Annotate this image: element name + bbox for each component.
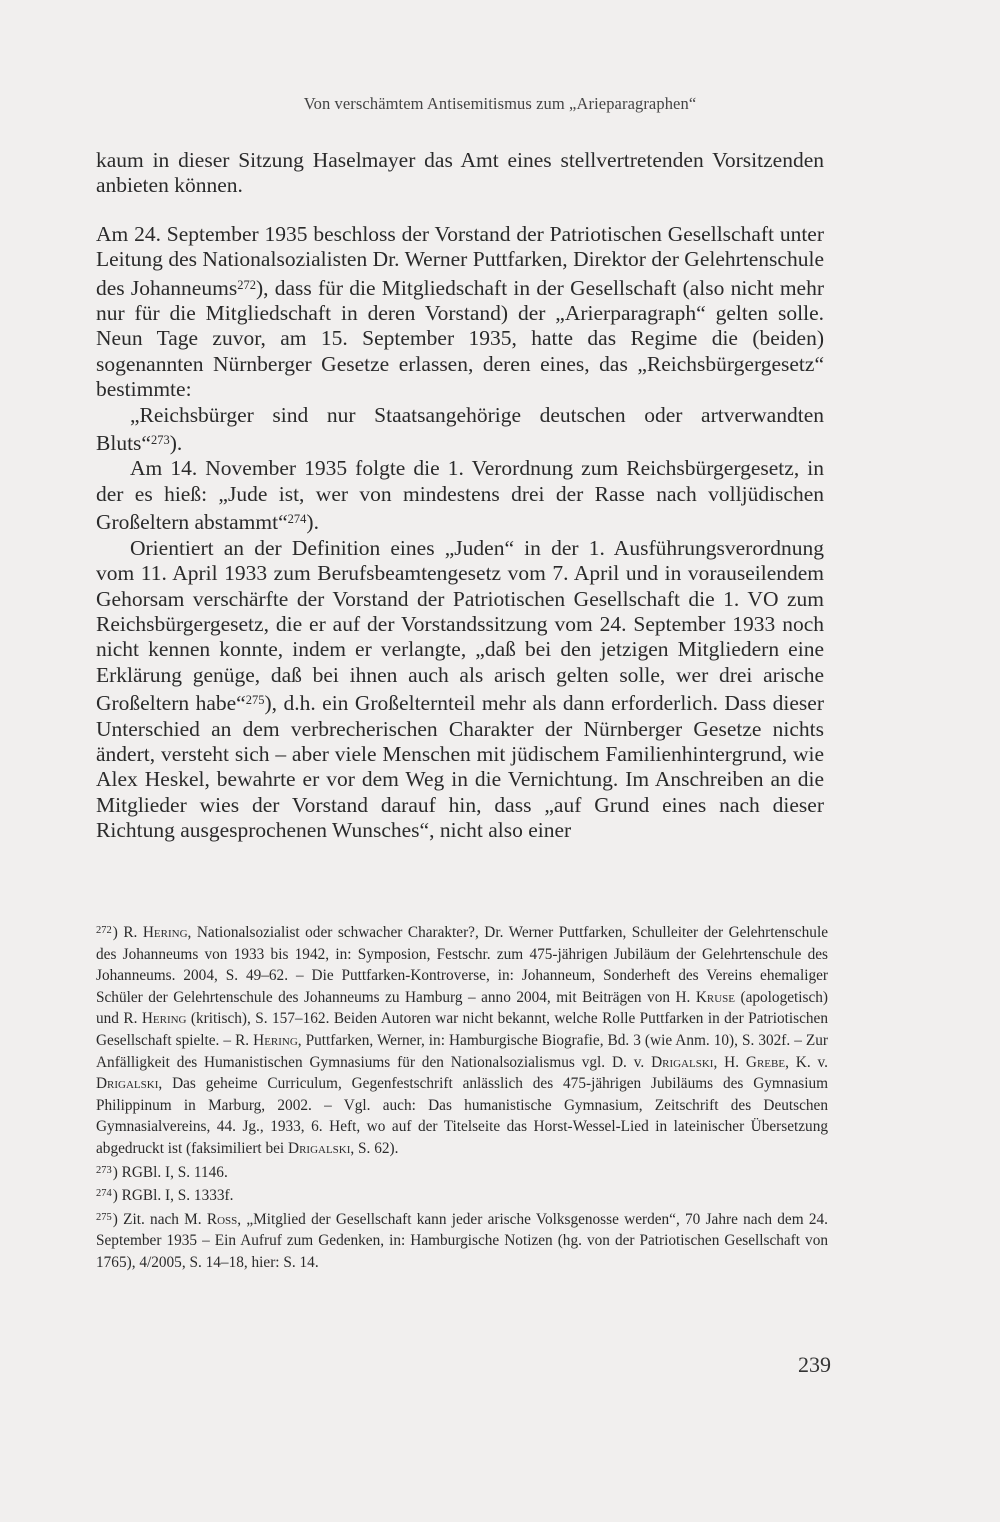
footnote-mark: 275 <box>96 1211 112 1223</box>
paragraph <box>96 536 824 844</box>
footnote-text: , S. 62). <box>350 1139 399 1157</box>
author-name: Drigalski <box>288 1139 351 1157</box>
paragraph <box>96 222 824 403</box>
author-name: Hering <box>253 1031 298 1049</box>
paragraph-text: Am 14. November 1935 folgte die 1. Verordnung zum Reichsbürgergesetz, in der es hieß: „Jude ist, wer von mindestens drei der Rasse nach volljüdischen Großeltern abstammt“ <box>96 456 824 535</box>
footnote-reference: 273 <box>150 433 170 448</box>
author-name: Hering <box>142 924 188 941</box>
footnote-text: Zit. nach M. <box>123 1210 207 1228</box>
paragraph-text: Am 24. September 1935 beschloss der Vorstand der Patriotischen Gesellschaft unter Leitung des Nationalsozialisten Dr. Werner Puttfarken, Direktor der Gelehrtenschule des Johanneums <box>96 221 824 300</box>
paragraph <box>96 456 824 535</box>
quotation <box>96 403 824 457</box>
paragraph-text: ). <box>169 431 183 456</box>
footnote-text: R. <box>123 924 143 941</box>
footnote-274: $^{274}$) RGBl. I, S. 1333f. <box>96 1187 234 1205</box>
footnote-reference: 272 <box>237 277 256 292</box>
footnote-reference: 274 <box>287 512 307 527</box>
footnote-275: $^{275}$) Zit. nach M. Ross, „Mitglied der Gesellschaft kann jeder arische Volksgenosse werden“, 70 Jahre nach dem 24. September 1935 – Ein Aufruf zum Gedenken, in: Hamburgische Notizen (hg. von der Patriotischen Gesellschaft von 1765), 4/2005, S. 14–18, hier: S. 14. <box>96 1210 828 1271</box>
running-head: Von verschämtem Antisemitismus zum „Arieparagraphen“ <box>303 94 697 113</box>
footnotes <box>96 920 828 1274</box>
footnote-text: RGBl. I, S. 1333f. <box>121 1187 234 1205</box>
footnote-text: , Das geheime Curriculum, Gegenfestschrift anlässlich des 475-jährigen Jubiläums des Gymnasium Philippinum in Marburg, 2002. – Vgl. auch: Das humanistische Gymnasium, Zeitschrift des Deutschen Gymnasialvereins, 44. Jg., 1933, 6. Heft, wo auf der Titelseite das Horst-Wessel-Lied in lateinischer Übersetzung abgedruckt ist (faksimiliert bei <box>96 1075 828 1157</box>
author-name: Grebe <box>745 1053 786 1071</box>
paragraph-text: ), d.h. ein Großelternteil mehr als dann erforderlich. Dass dieser Unterschied an dem verbrecherischen Charakter der Nürnberger Gesetze nichts ändert, versteht sich – aber viele Menschen mit jüdischem Familienhintergrund, wie Alex Heskel, bewahrte er vor dem Weg in die Vernichtung. Im Anschreiben an die Mitglieder wies der Vorstand darauf hin, dass „auf Grund eines nach dieser Richtung ausgesprochenen Wunsches“, nicht also einer <box>96 691 824 843</box>
footnote-mark: 274 <box>96 1188 112 1200</box>
main-text <box>96 148 824 844</box>
footnote-reference: 275 <box>245 693 265 708</box>
author-name: Ross <box>206 1210 238 1228</box>
paragraph-text: kaum in dieser Sitzung Haselmayer das Amt eines stellvertretenden Vorsitzenden anbieten können. <box>96 148 824 198</box>
page-number: 239 <box>798 1352 831 1377</box>
author-name: Drigalski <box>651 1053 714 1071</box>
footnote-text: , K. v. <box>785 1053 829 1071</box>
footnote-text: , H. <box>713 1053 746 1071</box>
paragraph-text: ), dass für die Mitgliedschaft in der Gesellschaft (also nicht mehr nur für die Mitgliedschaft in deren Vorstand) der „Arierparagraph“ gelten solle. Neun Tage zuvor, am 15. September 1935, hatte das Regime die (beiden) sogenannten Nürnberger Gesetze erlassen, deren eines, das „Reichsbürgergesetz“ bestimmte: <box>96 275 825 402</box>
footnote-text: RGBl. I, S. 1146. <box>121 1163 228 1181</box>
paragraph-text: ). <box>306 510 319 535</box>
author-name: Hering <box>141 1010 187 1028</box>
footnote-mark: 273 <box>96 1164 112 1176</box>
footnote-text: (apologetisch) und R. <box>96 988 828 1028</box>
footnote-text: (kritisch), S. 157–162. Beiden Autoren war nicht bekannt, welche Rolle Puttfarken in der Patriotischen Gesellschaft spielte. – R. <box>96 1010 828 1049</box>
footnote-272: $^{272}$) R. Hering, Nationalsozialist oder schwacher Charakter?, Dr. Werner Puttfarken, Schulleiter der Gelehrtenschule des Johanneums von 1933 bis 1942, in: Symposion, Festschr. zum 475-jährigen Jubiläum der Gelehrtenschule des Johanneums. 2004, S. 49–62. – Die Puttfarken-Kontroverse, in: Johanneum, Sonderheft des Vereins ehemaliger Schüler der Gelehrtenschule des Johanneums zu Hamburg – anno 2004, mit Beiträgen von H. Kruse (apologetisch) und R. Hering (kritisch), S. 157–162. Beiden Autoren war nicht bekannt, welche Rolle Puttfarken in der Patriotischen Gesellschaft spielte. – R. Hering, Puttfarken, Werner, in: Hamburgische Biografie, Bd. 3 (wie Anm. 10), S. 302f. – Zur Anfälligkeit des Humanistischen Gymnasiums für den Nationalsozialismus vgl. D. v. Drigalski, H. Grebe, K. v. Drigalski, Das geheime Curriculum, Gegenfestschrift anlässlich des 475-jährigen Jubiläums des Gymnasium Philippinum in Marburg, 2002. – Vgl. auch: Das humanistische Gymnasium, Zeitschrift des Deutschen Gymnasialvereins, 44. Jg., 1933, 6. Heft, wo auf der Titelseite das Horst-Wessel-Lied in lateinischer Übersetzung abgedruckt ist (faksimiliert bei Drigalski, S. 62). <box>96 924 829 1157</box>
quotation-text: „Reichsbürger sind nur Staatsangehörige deutschen oder artverwandten Bluts“ <box>96 402 824 456</box>
author-name: Kruse <box>695 988 736 1006</box>
footnote-text: , Puttfarken, Werner, in: Hamburgische Biografie, Bd. 3 (wie Anm. 10), S. 302f. – Zur Anfälligkeit des Humanistischen Gymnasiums für den Nationalsozialismus vgl. D. v. <box>96 1031 828 1071</box>
footnote-text: , Nationalsozialist oder schwacher Charakter?, Dr. Werner Puttfarken, Schulleiter der Gelehrtenschule des Johanneums von 1933 bis 1942, in: Symposion, Festschr. zum 475-jährigen Jubiläum der Gelehrtenschule des Johanneums. 2004, S. 49–62. – Die Puttfarken-Kontroverse, in: Johanneum, Sonderheft des Vereins ehemaliger Schüler der Gelehrtenschule des Johanneums zu Hamburg – anno 2004, mit Beiträgen von H. <box>96 924 828 1006</box>
author-name: Drigalski <box>96 1075 159 1093</box>
paragraph <box>96 148 824 199</box>
paragraph-text: Orientiert an der Definition eines „Juden“ in der 1. Ausführungsverordnung vom 11. April 1933 zum Berufsbeamtengesetz vom 7. April und in vorauseilendem Gehorsam verschärfte der Vorstand der Patriotischen Gesellschaft die 1. VO zum Reichsbürgergesetz, die er auf der Vorstandssitzung vom 24. September 1933 noch nicht kennen konnte, indem er verlangte, „daß bei den jetzigen Mitgliedern eine Erklärung genüge, daß bei ihnen auch als arisch gelten solle, wer drei arische Großeltern habe“ <box>96 535 824 716</box>
footnote-text: , „Mitglied der Gesellschaft kann jeder arische Volksgenosse werden“, 70 Jahre nach dem 24. September 1935 – Ein Aufruf zum Gedenken, in: Hamburgische Notizen (hg. von der Patriotischen Gesellschaft von 1765), 4/2005, S. 14–18, hier: S. 14. <box>96 1210 828 1271</box>
footnote-273: $^{273}$) RGBl. I, S. 1146. <box>96 1163 228 1181</box>
footnote-mark: 272 <box>96 925 112 936</box>
